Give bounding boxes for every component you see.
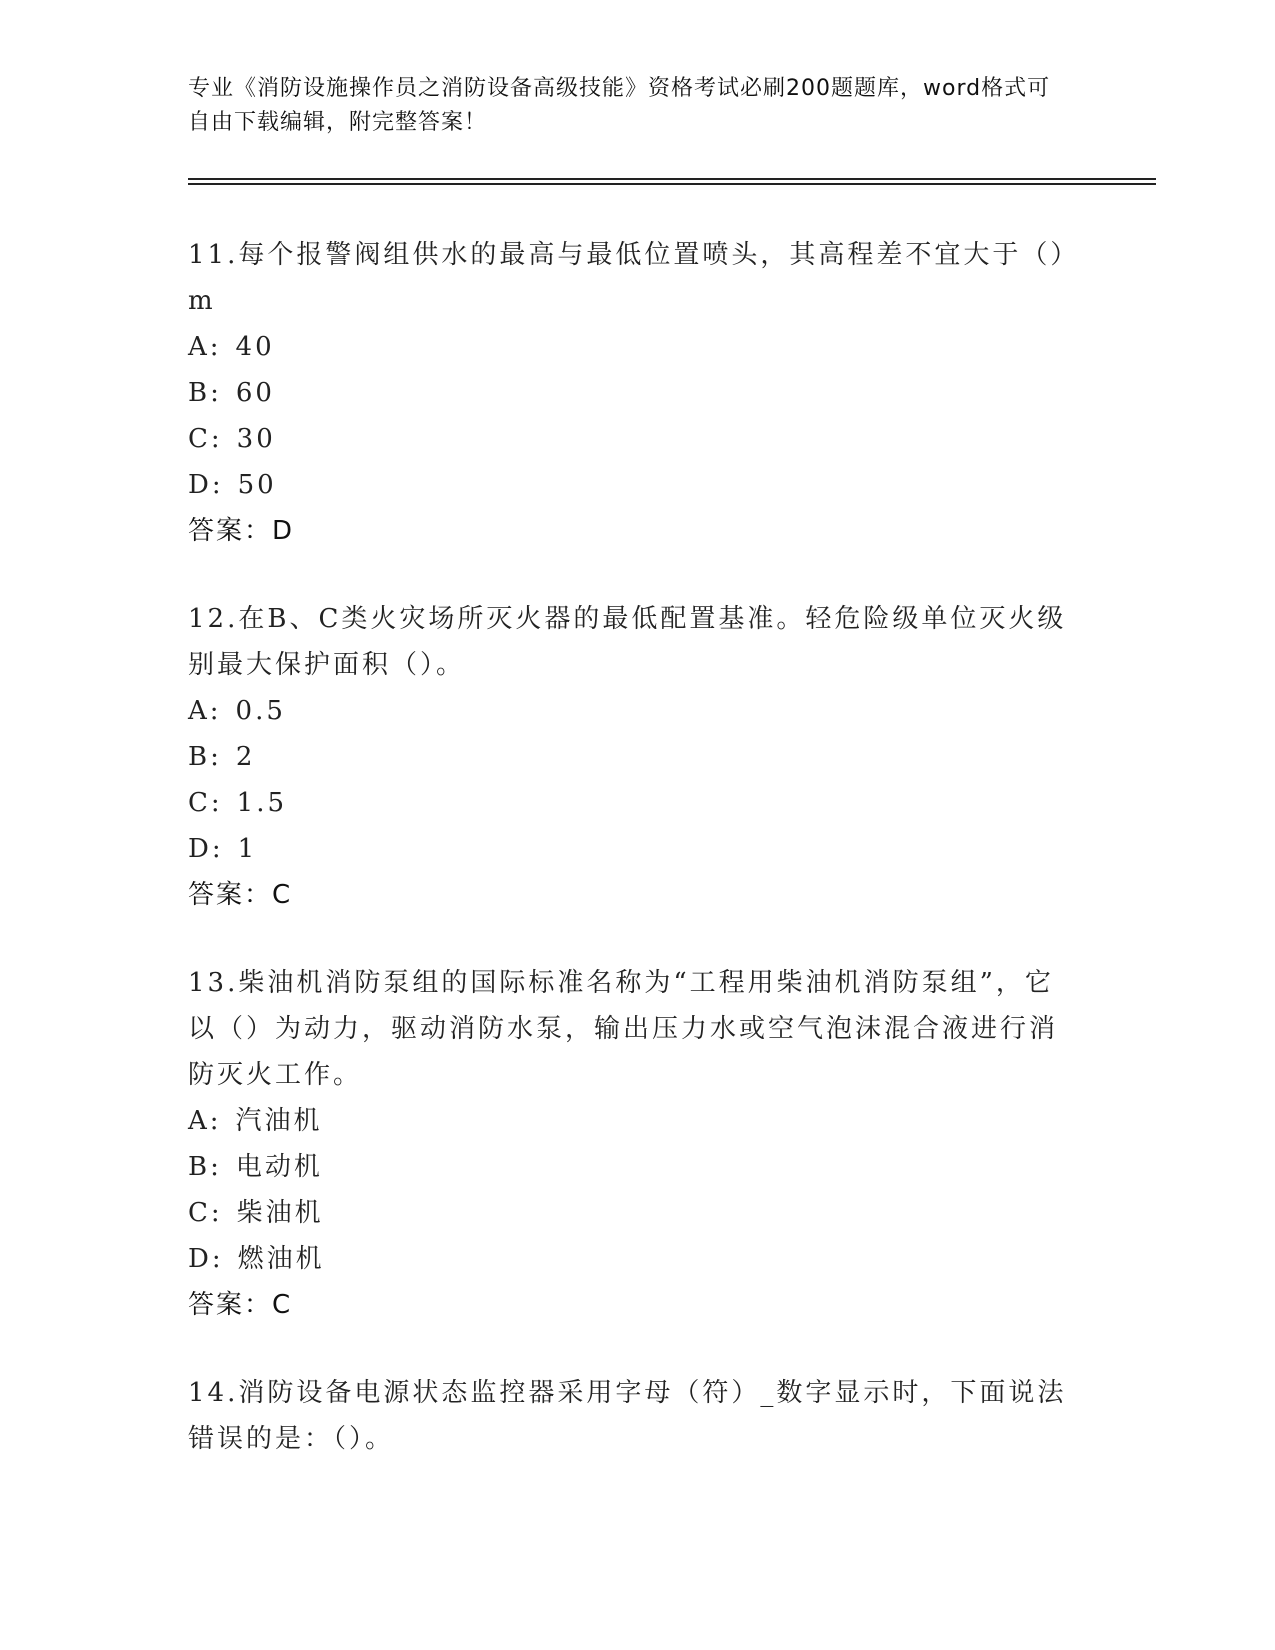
option-value: 2 (235, 742, 256, 772)
option-d (188, 462, 1088, 508)
option-c (188, 416, 1088, 462)
header-rule-top (188, 178, 1156, 180)
question-11 (188, 232, 1088, 554)
question-list (188, 232, 1088, 1504)
option-letter: A: (188, 696, 222, 726)
option-letter: A: (188, 1106, 222, 1136)
option-letter: D: (188, 834, 224, 864)
option-a (188, 688, 1088, 734)
answer-value: C (272, 1290, 291, 1320)
option-value: 0.5 (235, 696, 286, 726)
question-12 (188, 596, 1088, 918)
question-14 (188, 1370, 1088, 1462)
option-value: 柴油机 (236, 1198, 324, 1228)
document-header: 专业《消防设施操作员之消防设备高级技能》资格考试必刷200题题库，word格式可自由下载编辑，附完整答案！ (188, 76, 1051, 135)
option-value: 1 (237, 834, 258, 864)
option-value: 40 (235, 332, 275, 362)
answer-line (188, 1282, 1088, 1328)
option-value: 燃油机 (237, 1244, 325, 1274)
question-13 (188, 960, 1088, 1328)
option-letter: C: (188, 788, 223, 818)
option-b (188, 370, 1088, 416)
option-b (188, 1144, 1088, 1190)
answer-line (188, 508, 1088, 554)
answer-label: 答案： (188, 516, 273, 546)
option-d (188, 1236, 1088, 1282)
answer-line (188, 872, 1088, 918)
question-stem: 14.消防设备电源状态监控器采用字母（符）_数字显示时，下面说法错误的是：（）。 (188, 1378, 1067, 1454)
question-stem: 13.柴油机消防泵组的国际标准名称为“工程用柴油机消防泵组”，它以（）为动力，驱动消防水泵，输出压力水或空气泡沫混合液进行消防灭火工作。 (188, 968, 1059, 1090)
answer-label: 答案： (188, 1290, 273, 1320)
header-rule-bottom (188, 183, 1156, 185)
answer-value: D (272, 516, 293, 546)
option-letter: D: (188, 470, 224, 500)
option-letter: B: (188, 1152, 222, 1182)
option-value: 1.5 (236, 788, 288, 818)
option-value: 50 (237, 470, 277, 500)
option-value: 30 (236, 424, 276, 454)
option-value: 60 (235, 378, 275, 408)
answer-label: 答案： (188, 880, 273, 910)
question-stem: 11.每个报警阀组供水的最高与最低位置喷头，其高程差不宜大于（）m (188, 240, 1067, 316)
option-value: 汽油机 (235, 1106, 323, 1136)
option-value: 电动机 (235, 1152, 323, 1182)
option-letter: C: (188, 424, 223, 454)
option-letter: A: (188, 332, 222, 362)
option-letter: D: (188, 1244, 224, 1274)
answer-value: C (272, 880, 291, 910)
option-c (188, 780, 1088, 826)
option-a (188, 324, 1088, 370)
option-letter: B: (188, 378, 222, 408)
option-d (188, 826, 1088, 872)
option-c (188, 1190, 1088, 1236)
option-letter: C: (188, 1198, 223, 1228)
option-letter: B: (188, 742, 222, 772)
option-a (188, 1098, 1088, 1144)
option-b (188, 734, 1088, 780)
question-stem: 12.在B、C类火灾场所灭火器的最低配置基准。轻危险级单位灭火级别最大保护面积（）。 (188, 604, 1067, 680)
